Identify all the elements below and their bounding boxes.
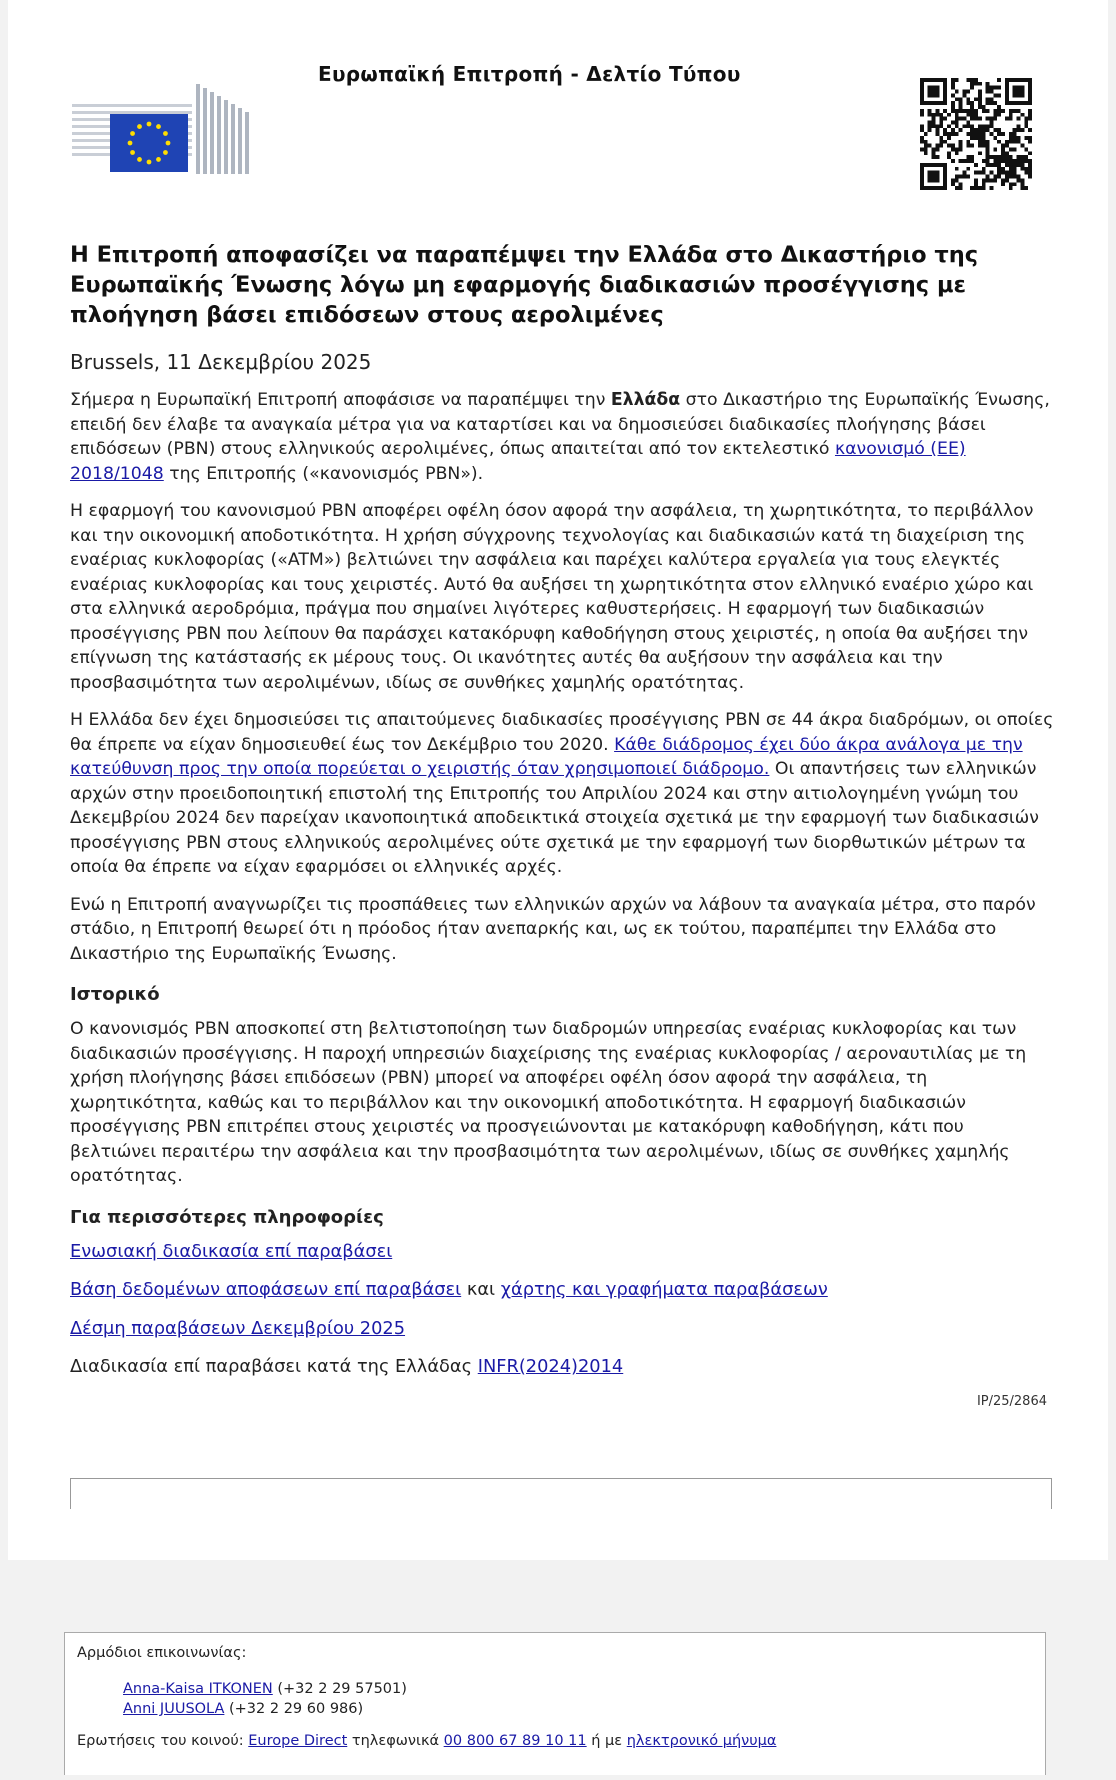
eu-star-icon	[156, 124, 161, 129]
header-title: Ευρωπαϊκή Επιτροπή - Δελτίο Τύπου	[318, 62, 741, 86]
regulation-link[interactable]: κανονισμό (ΕΕ) 2018/1048	[70, 439, 966, 484]
more-info-heading: Για περισσότερες πληροφορίες	[70, 1206, 384, 1228]
contact-name-link[interactable]: Anna-Kaisa ITKONEN	[123, 1681, 273, 1697]
phone-number-link[interactable]: 00 800 67 89 10 11	[443, 1733, 587, 1749]
infringement-map-link[interactable]: χάρτης και γραφήματα παραβάσεων	[500, 1279, 828, 1300]
eu-star-icon	[147, 122, 152, 127]
eu-star-icon	[130, 150, 135, 155]
paragraph-1: Σήμερα η Ευρωπαϊκή Επιτροπή αποφάσισε να παραπέμψει την Ελλάδα στο Δικαστήριο της Ευρωπαϊκής Ένωσης, επειδή δεν έλαβε τα αναγκαία μέτρα για να καταρτίσει και να δημοσιεύσει διαδικασίες πλοήγησης βάσει επιδόσεων (PBN) στους ελληνικούς αερολιμένες, όπως απαιτείται από τον εκτελεστικό κανονισμό (ΕΕ) 2018/1048 της Επιτροπής («κανονισμός PBN»).	[70, 390, 1050, 484]
email-link[interactable]: ηλεκτρονικό μήνυμα	[626, 1733, 777, 1749]
infringement-package-link[interactable]: Δέσμη παραβάσεων Δεκεμβρίου 2025	[70, 1317, 406, 1339]
public-questions: Ερωτήσεις του κοινού: Europe Direct τηλεφωνικά 00 800 67 89 10 11 ή με ηλεκτρονικό μήνυμα	[77, 1733, 777, 1749]
qr-code	[920, 78, 1032, 190]
eu-star-icon	[137, 124, 142, 129]
paragraph-3: Η Ελλάδα δεν έχει δημοσιεύσει τις απαιτούμενες διαδικασίες προσέγγισης PBN σε 44 άκρα διαδρόμων, οι οποίες θα έπρεπε να είχαν δημοσιευθεί έως τον Δεκέμβριο του 2020. Κάθε διάδρομος έχει δύο άκρα ανάλογα με την κατεύθυνση προς την οποία πορεύεται ο χειριστής όταν χρησιμοποιεί διάδρομο. Οι απαντήσεις των ελληνικών αρχών στην προειδοποιητική επιστολή της Επιτροπής του Απριλίου 2024 και στην αιτιολογημένη γνώμη του Δεκεμβρίου 2024 δεν παρείχαν ικανοποιητικά αποδεικτικά στοιχεία σχετικά με την εφαρμογή των διαδικασιών προσέγγισης PBN στους ελληνικούς αερολιμένες ούτε σχετικά με την εφαρμογή των διορθωτικών μέτρων τα οποία θα έπρεπε να είχαν εφαρμόσει οι ελληνικές αρχές.	[70, 710, 1054, 877]
empty-box	[70, 1478, 1052, 1509]
more-info-links: Ενωσιακή διαδικασία επί παραβάσει Βάση δεδομένων αποφάσεων επί παραβάσει και χάρτης και γραφήματα παραβάσεων Δέσμη παραβάσεων Δεκεμβρίου 2025 Διαδικασία επί παραβάσει κατά της Ελλάδας INFR(2024)2014	[70, 1240, 828, 1377]
article-content	[70, 240, 1055, 1409]
paragraph-2: Η εφαρμογή του κανονισμού PBN αποφέρει οφέλη όσον αφορά την ασφάλεια, τη χωρητικότητα, το περιβάλλον και την οικονομική αποδοτικότητα. Η χρήση σύγχρονης τεχνολογίας και διαδικασιών κατά τη διαχείριση της εναέριας κυκλοφορίας («ATM») βελτιώνει την ασφάλεια και παρέχει καλύτερα εργαλεία για τους ελεγκτές εναέριας κυκλοφορίας και τους χειριστές. Αυτό θα αυξήσει τη χωρητικότητα στον ελληνικό εναέριο χώρο και στα ελληνικά αεροδρόμια, πράγμα που σημαίνει λιγότερες καθυστερήσεις. Η εφαρμογή των διαδικασιών προσέγγισης PBN που λείπουν θα παράσχει κατακόρυφη καθοδήγηση στους χειριστές, η οποία θα αυξήσει την επίγνωση της κατάστασής εκ μέρους τους. Οι ικανότητες αυτές θα αυξήσουν την ασφάλεια και την προσβασιμότητα των αερολιμένων, ιδίως σε συνθήκες χαμηλής ορατότητας.	[70, 501, 1034, 693]
eu-star-icon	[137, 157, 142, 162]
contact-name-link[interactable]: Anni JUUSOLA	[123, 1701, 225, 1717]
contacts-box	[64, 1632, 1046, 1775]
press-release-page	[8, 0, 1108, 1560]
contacts-label: Αρμόδιοι επικοινωνίας:	[77, 1645, 247, 1661]
infr-procedure-link[interactable]: INFR(2024)2014	[477, 1356, 624, 1377]
eu-star-icon	[163, 150, 168, 155]
contact-person: Anna-Kaisa ITKONEN (+32 2 29 57501)	[123, 1681, 407, 1697]
runway-ends-link[interactable]: Κάθε διάδρομος έχει δύο άκρα ανάλογα με την κατεύθυνση προς την οποία πορεύεται ο χειριστής όταν χρησιμοποιεί διάδρομο.	[70, 734, 1023, 779]
eu-star-icon	[166, 141, 171, 146]
greece-bold: Ελλάδα	[610, 390, 681, 410]
european-commission-logo	[72, 84, 268, 184]
eu-star-icon	[156, 157, 161, 162]
eu-star-icon	[163, 131, 168, 136]
ip-reference: IP/25/2864	[976, 1393, 1047, 1409]
headline: Η Επιτροπή αποφασίζει να παραπέμψει την Ελλάδα στο Δικαστήριο της Ευρωπαϊκής Ένωσης λόγω μη εφαρμογής διαδικασιών προσέγγισης με πλοήγηση βάσει επιδόσεων στους αερολιμένες	[70, 242, 979, 328]
paragraph-4: Ενώ η Επιτροπή αναγνωρίζει τις προσπάθειες των ελληνικών αρχών να λάβουν τα αναγκαία μέτρα, στο παρόν στάδιο, η Επιτροπή θεωρεί ότι η πρόοδος ήταν ανεπαρκής και, ως εκ τούτου, παραπέμπει την Ελλάδα στο Δικαστήριο της Ευρωπαϊκής Ένωσης.	[70, 894, 1036, 964]
eu-star-icon	[128, 141, 133, 146]
history-heading: Ιστορικό	[70, 984, 160, 1005]
infringement-procedure-link[interactable]: Ενωσιακή διαδικασία επί παραβάσει	[70, 1240, 393, 1262]
europe-direct-link[interactable]: Europe Direct	[248, 1733, 348, 1749]
contact-person: Anni JUUSOLA (+32 2 29 60 986)	[123, 1701, 364, 1717]
eu-star-icon	[147, 160, 152, 165]
infringement-database-link[interactable]: Βάση δεδομένων αποφάσεων επί παραβάσει	[70, 1279, 462, 1300]
history-text: Ο κανονισμός PBN αποσκοπεί στη βελτιστοποίηση των διαδρομών υπηρεσίας εναέριας κυκλοφορίας και των διαδικασιών προσέγγισης. Η παροχή υπηρεσιών διαχείρισης της εναέριας κυκλοφορίας / αεροναυτιλίας με τη χρήση πλοήγησης βάσει επιδόσεων (PBN) μπορεί να αποφέρει οφέλη όσον αφορά την ασφάλεια, τη χωρητικότητα, καθώς και το περιβάλλον και την οικονομική αποδοτικότητα. Η εφαρμογή διαδικασιών προσέγγισης PBN επιτρέπει στους χειριστές να προσγειώνονται με κατακόρυφη καθοδήγηση, κάτι που βελτιώνει περαιτέρω την ασφάλεια και την προσβασιμότητα των αερολιμένων, ιδίως σε συνθήκες χαμηλής ορατότητας.	[70, 1019, 1027, 1186]
dateline: Brussels, 11 Δεκεμβρίου 2025	[70, 350, 372, 374]
eu-star-icon	[130, 131, 135, 136]
